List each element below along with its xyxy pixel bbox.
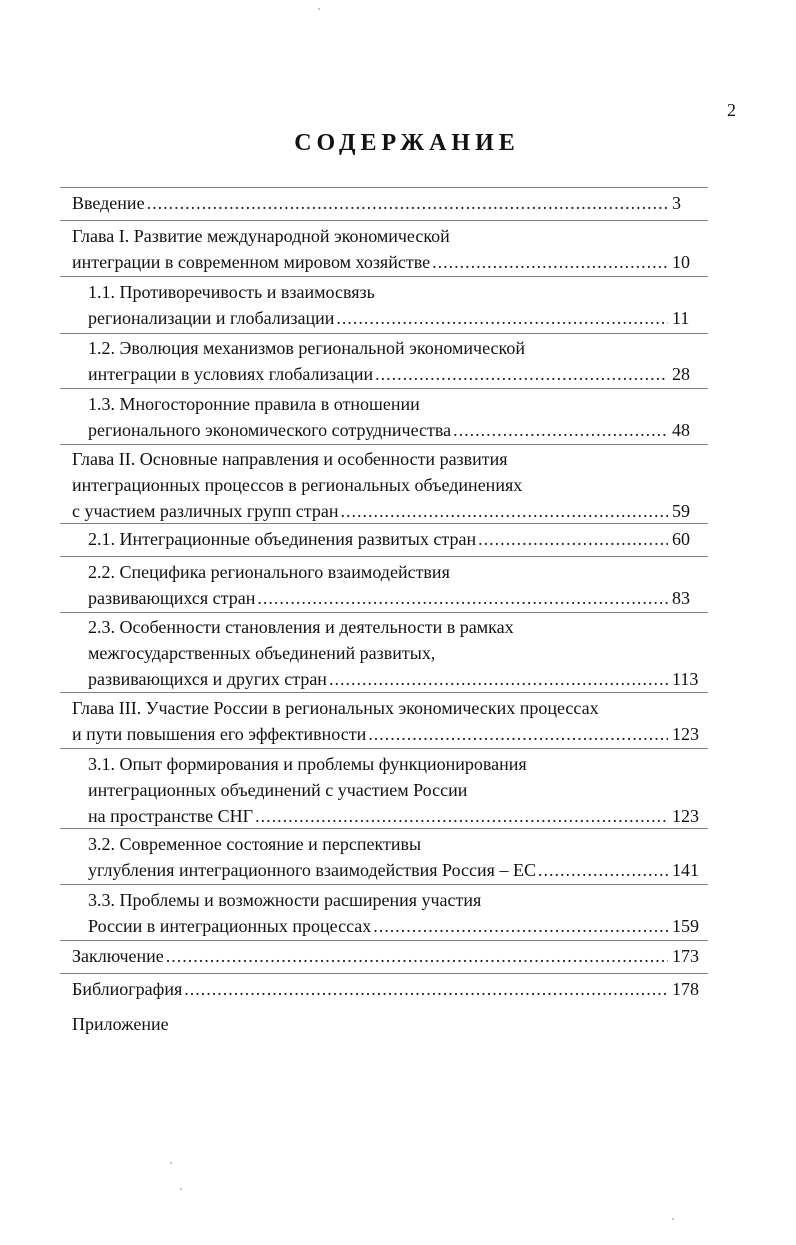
toc-entry-section-1-1 [88,279,702,331]
toc-entry-conclusion [72,943,702,969]
separator-line [60,940,708,941]
toc-entry-text: России в интеграционных процессах [88,916,372,936]
toc-entry-text: Глава I. Развитие международной экономической [72,226,450,246]
toc-entry-text: 2.3. Особенности становления и деятельности в рамках [88,617,514,637]
separator-line [60,612,708,613]
toc-entry-text: 3.1. Опыт формирования и проблемы функционирования [88,754,527,774]
scan-speck [672,1218,674,1220]
toc-page-number: 178 [672,979,699,999]
dot-leader [184,976,668,1002]
toc-entry-text: 2.2. Специфика регионального взаимодействия [88,562,450,582]
dot-leader [341,498,668,524]
scan-speck [170,1162,172,1164]
dot-leader [255,803,668,829]
toc-page-number: 123 [672,724,699,744]
page-title: СОДЕРЖАНИЕ [294,130,520,156]
dot-leader [257,585,668,611]
separator-line [60,884,708,885]
toc-page-number: 3 [672,193,681,213]
toc-entry-text: Приложение [72,1014,169,1034]
toc-entry-text: 3.2. Современное состояние и перспективы [88,834,422,854]
toc-entry-text: на пространстве СНГ [88,806,254,826]
toc-entry-text: развивающихся и других стран [88,669,327,689]
dot-leader [166,943,668,969]
dot-leader [432,249,668,275]
dot-leader [453,417,668,443]
toc-entry-text: 1.2. Эволюция механизмов региональной экономической [88,338,525,358]
toc-entry-text: и пути повышения его эффективности [72,724,367,744]
toc-entry-section-2-3 [88,614,702,692]
page-number: 2 [727,100,736,120]
toc-entry-text: 2.1. Интеграционные объединения развитых стран [88,529,477,549]
dot-leader [329,666,668,692]
toc-entry-section-1-3 [88,391,702,443]
separator-line [60,333,708,334]
dot-leader [336,305,668,331]
toc-entry-chapter-1 [72,223,702,275]
toc-page-number: 59 [672,501,690,521]
separator-line [60,748,708,749]
toc-entry-text: интеграционных объединений с участием России [88,780,468,800]
toc-entry-section-2-1 [88,526,702,552]
dot-leader [147,190,668,216]
toc-page-number: 173 [672,946,699,966]
toc-entry-text: 3.3. Проблемы и возможности расширения участия [88,890,482,910]
toc-entry-text: развивающихся стран [88,588,256,608]
toc-entry-section-3-3 [88,887,702,939]
toc-entry-text: Заключение [72,946,164,966]
toc-entry-text: углубления интеграционного взаимодействия Россия – ЕС [88,860,536,880]
toc-page-number: 10 [672,252,690,272]
dot-leader [373,913,668,939]
separator-line [60,828,708,829]
scan-speck [318,8,320,10]
toc-entry-section-2-2 [88,559,702,611]
separator-line [60,444,708,445]
toc-page-number: 141 [672,860,699,880]
toc-entry-chapter-2 [72,446,702,524]
separator-line [60,973,708,974]
toc-page-number: 48 [672,420,690,440]
toc-entry-text: интеграции в условиях глобализации [88,364,374,384]
toc-entry-bibliography [72,976,702,1002]
toc-entry-text: Библиография [72,979,183,999]
toc-entry-text: с участием различных групп стран [72,501,339,521]
toc-page-number: 11 [672,308,690,328]
toc-page-number: 113 [672,669,699,689]
toc-page-number: 60 [672,529,690,549]
scan-speck [180,1188,182,1190]
toc-entry-text: межгосударственных объединений развитых, [88,643,436,663]
separator-line [60,220,708,221]
separator-line [60,692,708,693]
dot-leader [478,526,668,552]
toc-entry-text: регионализации и глобализации [88,308,335,328]
toc-entry-text: интеграционных процессов в региональных объединениях [72,475,523,495]
separator-line [60,276,708,277]
toc-entry-appendix [72,1011,702,1037]
separator-line [60,187,708,188]
dot-leader [375,361,668,387]
toc-entry-introduction [72,190,702,216]
toc-entry-text: 1.3. Многосторонние правила в отношении [88,394,420,414]
dot-leader [368,721,668,747]
toc-entry-section-3-1 [88,751,702,829]
dot-leader [538,857,668,883]
toc-entry-text: 1.1. Противоречивость и взаимосвязь [88,282,375,302]
toc-page-number: 28 [672,364,690,384]
toc-entry-chapter-3 [72,695,702,747]
toc-entry-text: Глава III. Участие России в региональных экономических процессах [72,698,599,718]
toc-page-number: 83 [672,588,690,608]
separator-line [60,556,708,557]
toc-page-number: 123 [672,806,699,826]
toc-entry-text: Глава II. Основные направления и особенности развития [72,449,508,469]
toc-entry-text: Введение [72,193,145,213]
toc-entry-section-3-2 [88,831,702,883]
toc-entry-text: интеграции в современном мировом хозяйстве [72,252,431,272]
separator-line [60,523,708,524]
toc-page-number: 159 [672,916,699,936]
separator-line [60,388,708,389]
toc-entry-section-1-2 [88,335,702,387]
toc-entry-text: регионального экономического сотрудничества [88,420,452,440]
